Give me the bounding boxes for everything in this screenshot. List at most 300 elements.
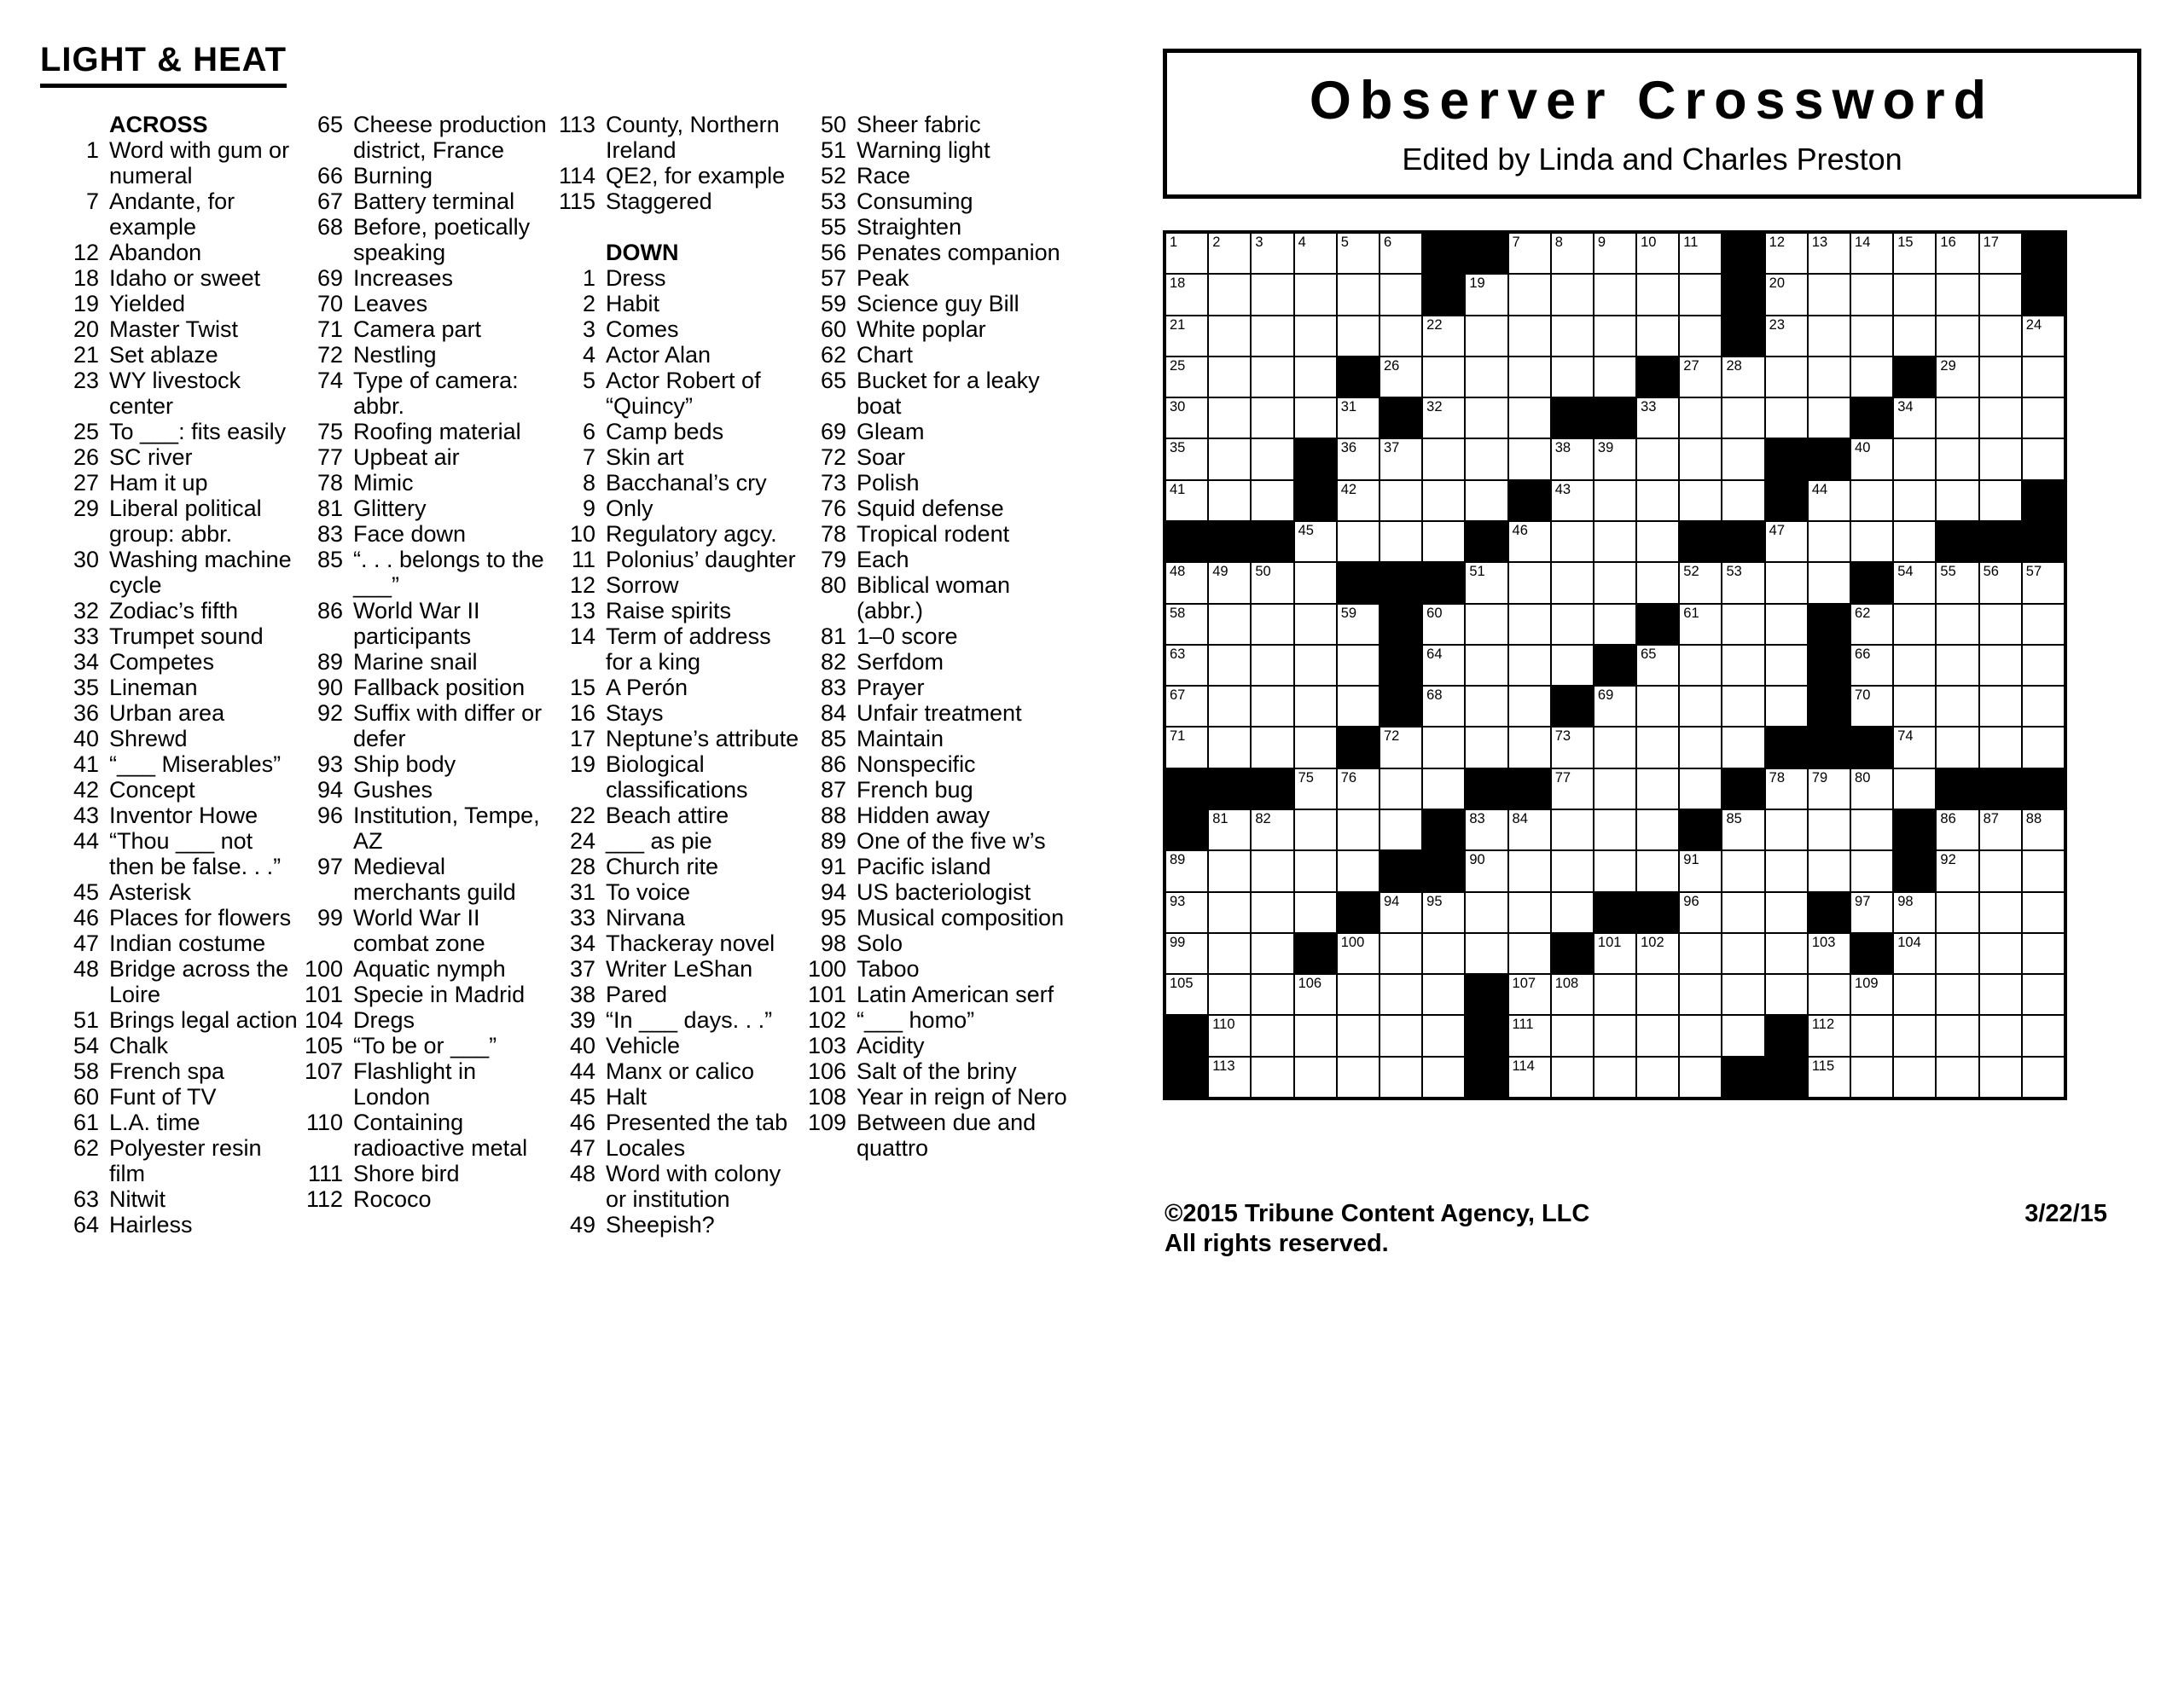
grid-cell-r21c9[interactable] [1508, 1057, 1551, 1098]
grid-cell-r19c5[interactable] [1337, 974, 1380, 1015]
grid-cell-r6c11[interactable] [1594, 438, 1636, 479]
grid-cell-r7c3[interactable] [1251, 480, 1293, 521]
grid-cell-r2c19[interactable] [1936, 274, 1978, 315]
grid-cell-r21c6[interactable] [1380, 1057, 1422, 1098]
grid-cell-r16c10[interactable] [1551, 850, 1594, 891]
grid-cell-r13c7[interactable] [1422, 727, 1465, 768]
grid-cell-r13c9[interactable] [1508, 727, 1551, 768]
grid-cell-r4c1[interactable] [1165, 357, 1208, 397]
grid-cell-r5c18[interactable] [1893, 397, 1936, 438]
grid-cell-r2c17[interactable] [1850, 274, 1893, 315]
grid-cell-r18c6[interactable] [1380, 933, 1422, 974]
grid-cell-r14c5[interactable] [1337, 768, 1380, 809]
grid-cell-r11c15[interactable] [1765, 645, 1808, 686]
grid-cell-r15c4[interactable] [1294, 809, 1337, 850]
grid-cell-r4c19[interactable] [1936, 357, 1978, 397]
grid-cell-r9c8[interactable] [1465, 562, 1507, 603]
grid-cell-r4c10[interactable] [1551, 357, 1594, 397]
grid-cell-r2c4[interactable] [1294, 274, 1337, 315]
grid-cell-r17c13[interactable] [1679, 892, 1722, 933]
grid-cell-r21c2[interactable] [1208, 1057, 1251, 1098]
grid-cell-r19c3[interactable] [1251, 974, 1293, 1015]
grid-cell-r20c18[interactable] [1893, 1015, 1936, 1056]
grid-cell-r2c1[interactable] [1165, 274, 1208, 315]
grid-cell-r14c6[interactable] [1380, 768, 1422, 809]
grid-cell-r3c21[interactable] [2022, 316, 2065, 357]
grid-cell-r17c20[interactable] [1979, 892, 2022, 933]
grid-cell-r2c12[interactable] [1636, 274, 1679, 315]
grid-cell-r11c5[interactable] [1337, 645, 1380, 686]
grid-cell-r18c2[interactable] [1208, 933, 1251, 974]
grid-cell-r9c2[interactable] [1208, 562, 1251, 603]
grid-cell-r17c15[interactable] [1765, 892, 1808, 933]
grid-cell-r13c13[interactable] [1679, 727, 1722, 768]
grid-cell-r1c2[interactable] [1208, 233, 1251, 274]
grid-cell-r3c16[interactable] [1808, 316, 1850, 357]
grid-cell-r9c14[interactable] [1722, 562, 1764, 603]
grid-cell-r2c13[interactable] [1679, 274, 1722, 315]
grid-cell-r1c18[interactable] [1893, 233, 1936, 274]
grid-cell-r12c3[interactable] [1251, 686, 1293, 727]
grid-cell-r10c13[interactable] [1679, 604, 1722, 645]
grid-cell-r15c11[interactable] [1594, 809, 1636, 850]
grid-cell-r13c11[interactable] [1594, 727, 1636, 768]
grid-cell-r3c11[interactable] [1594, 316, 1636, 357]
grid-cell-r10c21[interactable] [2022, 604, 2065, 645]
grid-cell-r19c17[interactable] [1850, 974, 1893, 1015]
grid-cell-r15c6[interactable] [1380, 809, 1422, 850]
grid-cell-r17c9[interactable] [1508, 892, 1551, 933]
grid-cell-r19c4[interactable] [1294, 974, 1337, 1015]
grid-cell-r6c7[interactable] [1422, 438, 1465, 479]
grid-cell-r14c4[interactable] [1294, 768, 1337, 809]
grid-cell-r21c5[interactable] [1337, 1057, 1380, 1098]
grid-cell-r21c16[interactable] [1808, 1057, 1850, 1098]
grid-cell-r1c5[interactable] [1337, 233, 1380, 274]
grid-cell-r13c8[interactable] [1465, 727, 1507, 768]
grid-cell-r9c11[interactable] [1594, 562, 1636, 603]
grid-cell-r5c16[interactable] [1808, 397, 1850, 438]
grid-cell-r16c4[interactable] [1294, 850, 1337, 891]
grid-cell-r5c14[interactable] [1722, 397, 1764, 438]
grid-cell-r2c11[interactable] [1594, 274, 1636, 315]
grid-cell-r21c18[interactable] [1893, 1057, 1936, 1098]
grid-cell-r21c3[interactable] [1251, 1057, 1293, 1098]
grid-cell-r18c8[interactable] [1465, 933, 1507, 974]
grid-cell-r6c8[interactable] [1465, 438, 1507, 479]
grid-cell-r15c9[interactable] [1508, 809, 1551, 850]
grid-cell-r7c12[interactable] [1636, 480, 1679, 521]
grid-cell-r9c13[interactable] [1679, 562, 1722, 603]
grid-cell-r9c9[interactable] [1508, 562, 1551, 603]
grid-cell-r1c17[interactable] [1850, 233, 1893, 274]
grid-cell-r11c18[interactable] [1893, 645, 1936, 686]
grid-cell-r3c12[interactable] [1636, 316, 1679, 357]
grid-cell-r12c2[interactable] [1208, 686, 1251, 727]
grid-cell-r1c10[interactable] [1551, 233, 1594, 274]
grid-cell-r17c19[interactable] [1936, 892, 1978, 933]
grid-cell-r21c17[interactable] [1850, 1057, 1893, 1098]
grid-cell-r17c3[interactable] [1251, 892, 1293, 933]
grid-cell-r8c10[interactable] [1551, 521, 1594, 562]
grid-cell-r3c4[interactable] [1294, 316, 1337, 357]
grid-cell-r5c9[interactable] [1508, 397, 1551, 438]
grid-cell-r2c20[interactable] [1979, 274, 2022, 315]
grid-cell-r11c21[interactable] [2022, 645, 2065, 686]
grid-cell-r1c1[interactable] [1165, 233, 1208, 274]
grid-cell-r21c12[interactable] [1636, 1057, 1679, 1098]
grid-cell-r14c16[interactable] [1808, 768, 1850, 809]
grid-cell-r10c15[interactable] [1765, 604, 1808, 645]
grid-cell-r1c11[interactable] [1594, 233, 1636, 274]
grid-cell-r2c6[interactable] [1380, 274, 1422, 315]
grid-cell-r15c15[interactable] [1765, 809, 1808, 850]
grid-cell-r16c9[interactable] [1508, 850, 1551, 891]
grid-cell-r20c3[interactable] [1251, 1015, 1293, 1056]
grid-cell-r16c17[interactable] [1850, 850, 1893, 891]
grid-cell-r4c6[interactable] [1380, 357, 1422, 397]
grid-cell-r21c13[interactable] [1679, 1057, 1722, 1098]
grid-cell-r8c9[interactable] [1508, 521, 1551, 562]
grid-cell-r8c15[interactable] [1765, 521, 1808, 562]
grid-cell-r14c11[interactable] [1594, 768, 1636, 809]
grid-cell-r8c4[interactable] [1294, 521, 1337, 562]
grid-cell-r19c10[interactable] [1551, 974, 1594, 1015]
grid-cell-r16c20[interactable] [1979, 850, 2022, 891]
grid-cell-r17c21[interactable] [2022, 892, 2065, 933]
grid-cell-r17c4[interactable] [1294, 892, 1337, 933]
grid-cell-r15c8[interactable] [1465, 809, 1507, 850]
grid-cell-r17c10[interactable] [1551, 892, 1594, 933]
grid-cell-r10c7[interactable] [1422, 604, 1465, 645]
grid-cell-r15c14[interactable] [1722, 809, 1764, 850]
grid-cell-r16c21[interactable] [2022, 850, 2065, 891]
grid-cell-r10c3[interactable] [1251, 604, 1293, 645]
grid-cell-r16c11[interactable] [1594, 850, 1636, 891]
grid-cell-r10c10[interactable] [1551, 604, 1594, 645]
grid-cell-r19c20[interactable] [1979, 974, 2022, 1015]
grid-cell-r18c15[interactable] [1765, 933, 1808, 974]
grid-cell-r12c1[interactable] [1165, 686, 1208, 727]
grid-cell-r10c11[interactable] [1594, 604, 1636, 645]
grid-cell-r15c21[interactable] [2022, 809, 2065, 850]
grid-cell-r8c6[interactable] [1380, 521, 1422, 562]
grid-cell-r9c18[interactable] [1893, 562, 1936, 603]
grid-cell-r20c11[interactable] [1594, 1015, 1636, 1056]
grid-cell-r11c14[interactable] [1722, 645, 1764, 686]
grid-cell-r12c19[interactable] [1936, 686, 1978, 727]
grid-cell-r1c12[interactable] [1636, 233, 1679, 274]
grid-cell-r2c15[interactable] [1765, 274, 1808, 315]
grid-cell-r7c13[interactable] [1679, 480, 1722, 521]
grid-cell-r16c2[interactable] [1208, 850, 1251, 891]
grid-cell-r20c10[interactable] [1551, 1015, 1594, 1056]
grid-cell-r5c5[interactable] [1337, 397, 1380, 438]
grid-cell-r18c9[interactable] [1508, 933, 1551, 974]
grid-cell-r12c14[interactable] [1722, 686, 1764, 727]
grid-cell-r6c6[interactable] [1380, 438, 1422, 479]
grid-cell-r9c15[interactable] [1765, 562, 1808, 603]
grid-cell-r19c2[interactable] [1208, 974, 1251, 1015]
grid-cell-r17c17[interactable] [1850, 892, 1893, 933]
grid-cell-r20c19[interactable] [1936, 1015, 1978, 1056]
grid-cell-r20c4[interactable] [1294, 1015, 1337, 1056]
grid-cell-r4c20[interactable] [1979, 357, 2022, 397]
grid-cell-r4c14[interactable] [1722, 357, 1764, 397]
grid-cell-r2c16[interactable] [1808, 274, 1850, 315]
grid-cell-r9c10[interactable] [1551, 562, 1594, 603]
grid-cell-r1c4[interactable] [1294, 233, 1337, 274]
grid-cell-r13c1[interactable] [1165, 727, 1208, 768]
grid-cell-r9c1[interactable] [1165, 562, 1208, 603]
grid-cell-r10c9[interactable] [1508, 604, 1551, 645]
grid-cell-r7c20[interactable] [1979, 480, 2022, 521]
grid-cell-r21c20[interactable] [1979, 1057, 2022, 1098]
grid-cell-r7c11[interactable] [1594, 480, 1636, 521]
grid-cell-r19c6[interactable] [1380, 974, 1422, 1015]
grid-cell-r12c20[interactable] [1979, 686, 2022, 727]
grid-cell-r4c8[interactable] [1465, 357, 1507, 397]
grid-cell-r16c8[interactable] [1465, 850, 1507, 891]
grid-cell-r9c20[interactable] [1979, 562, 2022, 603]
grid-cell-r1c3[interactable] [1251, 233, 1293, 274]
grid-cell-r6c3[interactable] [1251, 438, 1293, 479]
grid-cell-r8c16[interactable] [1808, 521, 1850, 562]
grid-cell-r5c12[interactable] [1636, 397, 1679, 438]
grid-cell-r7c1[interactable] [1165, 480, 1208, 521]
grid-cell-r18c18[interactable] [1893, 933, 1936, 974]
grid-cell-r3c9[interactable] [1508, 316, 1551, 357]
grid-cell-r12c9[interactable] [1508, 686, 1551, 727]
grid-cell-r3c8[interactable] [1465, 316, 1507, 357]
grid-cell-r8c7[interactable] [1422, 521, 1465, 562]
grid-cell-r10c8[interactable] [1465, 604, 1507, 645]
grid-cell-r19c15[interactable] [1765, 974, 1808, 1015]
grid-cell-r4c11[interactable] [1594, 357, 1636, 397]
grid-cell-r4c15[interactable] [1765, 357, 1808, 397]
grid-cell-r19c11[interactable] [1594, 974, 1636, 1015]
grid-cell-r7c19[interactable] [1936, 480, 1978, 521]
grid-cell-r12c21[interactable] [2022, 686, 2065, 727]
grid-cell-r5c4[interactable] [1294, 397, 1337, 438]
grid-cell-r18c12[interactable] [1636, 933, 1679, 974]
grid-cell-r10c14[interactable] [1722, 604, 1764, 645]
grid-cell-r20c9[interactable] [1508, 1015, 1551, 1056]
grid-cell-r14c18[interactable] [1893, 768, 1936, 809]
grid-cell-r9c16[interactable] [1808, 562, 1850, 603]
grid-cell-r10c20[interactable] [1979, 604, 2022, 645]
grid-cell-r13c4[interactable] [1294, 727, 1337, 768]
grid-cell-r11c20[interactable] [1979, 645, 2022, 686]
grid-cell-r7c7[interactable] [1422, 480, 1465, 521]
grid-cell-r14c13[interactable] [1679, 768, 1722, 809]
grid-cell-r10c5[interactable] [1337, 604, 1380, 645]
grid-cell-r6c14[interactable] [1722, 438, 1764, 479]
grid-cell-r21c11[interactable] [1594, 1057, 1636, 1098]
grid-cell-r9c19[interactable] [1936, 562, 1978, 603]
grid-cell-r11c9[interactable] [1508, 645, 1551, 686]
grid-cell-r19c19[interactable] [1936, 974, 1978, 1015]
grid-cell-r17c18[interactable] [1893, 892, 1936, 933]
grid-cell-r15c17[interactable] [1850, 809, 1893, 850]
grid-cell-r18c20[interactable] [1979, 933, 2022, 974]
grid-cell-r15c12[interactable] [1636, 809, 1679, 850]
grid-cell-r18c1[interactable] [1165, 933, 1208, 974]
grid-cell-r5c13[interactable] [1679, 397, 1722, 438]
grid-cell-r14c12[interactable] [1636, 768, 1679, 809]
grid-cell-r10c2[interactable] [1208, 604, 1251, 645]
grid-cell-r6c17[interactable] [1850, 438, 1893, 479]
grid-cell-r19c9[interactable] [1508, 974, 1551, 1015]
grid-cell-r15c5[interactable] [1337, 809, 1380, 850]
grid-cell-r4c16[interactable] [1808, 357, 1850, 397]
grid-cell-r6c9[interactable] [1508, 438, 1551, 479]
grid-cell-r1c20[interactable] [1979, 233, 2022, 274]
grid-cell-r20c5[interactable] [1337, 1015, 1380, 1056]
grid-cell-r7c6[interactable] [1380, 480, 1422, 521]
grid-cell-r13c14[interactable] [1722, 727, 1764, 768]
grid-cell-r19c16[interactable] [1808, 974, 1850, 1015]
grid-cell-r12c8[interactable] [1465, 686, 1507, 727]
grid-cell-r3c7[interactable] [1422, 316, 1465, 357]
grid-cell-r15c20[interactable] [1979, 809, 2022, 850]
grid-cell-r1c13[interactable] [1679, 233, 1722, 274]
grid-cell-r7c14[interactable] [1722, 480, 1764, 521]
grid-cell-r4c4[interactable] [1294, 357, 1337, 397]
grid-cell-r18c11[interactable] [1594, 933, 1636, 974]
grid-cell-r11c17[interactable] [1850, 645, 1893, 686]
grid-cell-r11c3[interactable] [1251, 645, 1293, 686]
grid-cell-r11c19[interactable] [1936, 645, 1978, 686]
grid-cell-r16c14[interactable] [1722, 850, 1764, 891]
grid-cell-r12c7[interactable] [1422, 686, 1465, 727]
grid-cell-r17c8[interactable] [1465, 892, 1507, 933]
grid-cell-r12c4[interactable] [1294, 686, 1337, 727]
grid-cell-r12c11[interactable] [1594, 686, 1636, 727]
grid-cell-r9c4[interactable] [1294, 562, 1337, 603]
grid-cell-r14c17[interactable] [1850, 768, 1893, 809]
grid-cell-r13c10[interactable] [1551, 727, 1594, 768]
grid-cell-r1c9[interactable] [1508, 233, 1551, 274]
grid-cell-r17c2[interactable] [1208, 892, 1251, 933]
grid-cell-r18c14[interactable] [1722, 933, 1764, 974]
grid-cell-r13c3[interactable] [1251, 727, 1293, 768]
grid-cell-r3c18[interactable] [1893, 316, 1936, 357]
grid-cell-r7c8[interactable] [1465, 480, 1507, 521]
grid-cell-r11c2[interactable] [1208, 645, 1251, 686]
grid-cell-r20c7[interactable] [1422, 1015, 1465, 1056]
grid-cell-r8c12[interactable] [1636, 521, 1679, 562]
grid-cell-r14c7[interactable] [1422, 768, 1465, 809]
grid-cell-r4c13[interactable] [1679, 357, 1722, 397]
grid-cell-r6c13[interactable] [1679, 438, 1722, 479]
grid-cell-r12c13[interactable] [1679, 686, 1722, 727]
grid-cell-r9c12[interactable] [1636, 562, 1679, 603]
grid-cell-r3c5[interactable] [1337, 316, 1380, 357]
grid-cell-r5c7[interactable] [1422, 397, 1465, 438]
grid-cell-r13c18[interactable] [1893, 727, 1936, 768]
grid-cell-r2c10[interactable] [1551, 274, 1594, 315]
grid-cell-r19c14[interactable] [1722, 974, 1764, 1015]
grid-cell-r15c19[interactable] [1936, 809, 1978, 850]
grid-cell-r6c12[interactable] [1636, 438, 1679, 479]
grid-cell-r10c1[interactable] [1165, 604, 1208, 645]
grid-cell-r11c1[interactable] [1165, 645, 1208, 686]
grid-cell-r9c21[interactable] [2022, 562, 2065, 603]
grid-cell-r20c14[interactable] [1722, 1015, 1764, 1056]
grid-cell-r8c11[interactable] [1594, 521, 1636, 562]
grid-cell-r16c16[interactable] [1808, 850, 1850, 891]
grid-cell-r2c9[interactable] [1508, 274, 1551, 315]
grid-cell-r11c10[interactable] [1551, 645, 1594, 686]
grid-cell-r6c1[interactable] [1165, 438, 1208, 479]
grid-cell-r9c3[interactable] [1251, 562, 1293, 603]
grid-cell-r12c12[interactable] [1636, 686, 1679, 727]
grid-cell-r5c20[interactable] [1979, 397, 2022, 438]
grid-cell-r3c2[interactable] [1208, 316, 1251, 357]
grid-cell-r13c12[interactable] [1636, 727, 1679, 768]
grid-cell-r13c19[interactable] [1936, 727, 1978, 768]
grid-cell-r10c4[interactable] [1294, 604, 1337, 645]
grid-cell-r6c19[interactable] [1936, 438, 1978, 479]
grid-cell-r16c1[interactable] [1165, 850, 1208, 891]
grid-cell-r7c2[interactable] [1208, 480, 1251, 521]
grid-cell-r8c5[interactable] [1337, 521, 1380, 562]
grid-cell-r3c19[interactable] [1936, 316, 1978, 357]
grid-cell-r20c13[interactable] [1679, 1015, 1722, 1056]
grid-cell-r7c10[interactable] [1551, 480, 1594, 521]
grid-cell-r6c5[interactable] [1337, 438, 1380, 479]
grid-cell-r19c13[interactable] [1679, 974, 1722, 1015]
grid-cell-r18c3[interactable] [1251, 933, 1293, 974]
grid-cell-r8c17[interactable] [1850, 521, 1893, 562]
grid-cell-r15c3[interactable] [1251, 809, 1293, 850]
grid-cell-r1c16[interactable] [1808, 233, 1850, 274]
grid-cell-r16c12[interactable] [1636, 850, 1679, 891]
grid-cell-r3c1[interactable] [1165, 316, 1208, 357]
grid-cell-r3c15[interactable] [1765, 316, 1808, 357]
grid-cell-r1c15[interactable] [1765, 233, 1808, 274]
grid-cell-r11c4[interactable] [1294, 645, 1337, 686]
grid-cell-r7c16[interactable] [1808, 480, 1850, 521]
grid-cell-r10c19[interactable] [1936, 604, 1978, 645]
grid-cell-r19c18[interactable] [1893, 974, 1936, 1015]
grid-cell-r11c13[interactable] [1679, 645, 1722, 686]
grid-cell-r17c7[interactable] [1422, 892, 1465, 933]
grid-cell-r18c16[interactable] [1808, 933, 1850, 974]
grid-cell-r21c21[interactable] [2022, 1057, 2065, 1098]
grid-cell-r5c15[interactable] [1765, 397, 1808, 438]
grid-cell-r19c12[interactable] [1636, 974, 1679, 1015]
grid-cell-r4c9[interactable] [1508, 357, 1551, 397]
grid-cell-r15c10[interactable] [1551, 809, 1594, 850]
grid-cell-r18c7[interactable] [1422, 933, 1465, 974]
grid-cell-r17c1[interactable] [1165, 892, 1208, 933]
grid-cell-r15c2[interactable] [1208, 809, 1251, 850]
grid-cell-r4c17[interactable] [1850, 357, 1893, 397]
grid-cell-r3c20[interactable] [1979, 316, 2022, 357]
grid-cell-r7c18[interactable] [1893, 480, 1936, 521]
grid-cell-r20c2[interactable] [1208, 1015, 1251, 1056]
grid-cell-r5c8[interactable] [1465, 397, 1507, 438]
grid-cell-r13c21[interactable] [2022, 727, 2065, 768]
grid-cell-r12c15[interactable] [1765, 686, 1808, 727]
grid-cell-r12c17[interactable] [1850, 686, 1893, 727]
grid-cell-r2c5[interactable] [1337, 274, 1380, 315]
grid-cell-r13c6[interactable] [1380, 727, 1422, 768]
grid-cell-r21c4[interactable] [1294, 1057, 1337, 1098]
grid-cell-r5c19[interactable] [1936, 397, 1978, 438]
